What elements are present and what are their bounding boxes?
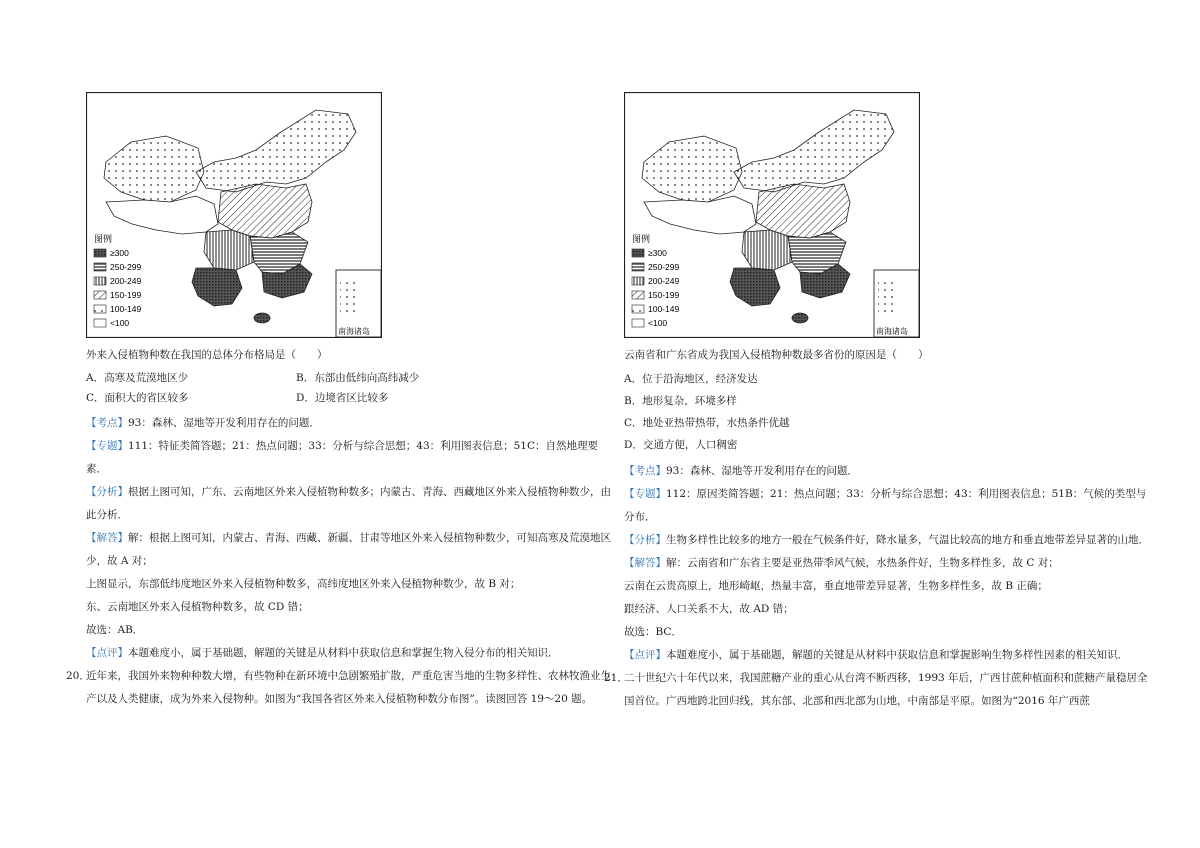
option-b: B．地形复杂，环境多样 bbox=[624, 395, 737, 407]
legend-item: 150-199 bbox=[648, 290, 680, 300]
option-c: C．地处亚热带热带，水热条件优越 bbox=[624, 417, 790, 429]
legend-item: 250-299 bbox=[648, 262, 680, 272]
next-question-text: 二十世纪六十年代以来，我国蔗糖产业的重心从台湾不断西移，1993 年后，广西甘蔗种植面积和蔗糖产量稳居全国首位。广西地跨北回归线，其东部、北部和西北部为山地，中南部是平原。如图为“2016 年广西蔗 bbox=[624, 672, 1148, 707]
inset-label: 南海诸岛 bbox=[876, 327, 908, 336]
answer-line: 故选：BC． bbox=[624, 626, 682, 638]
dianping-text: 本题难度小，属于基础题，解题的关键是从材料中获取信息和掌握生物入侵分布的相关知识． bbox=[128, 647, 559, 659]
zhuanti bbox=[624, 483, 1154, 529]
answer-line: 东、云南地区外来入侵植物种数多，故 CD 错； bbox=[86, 601, 309, 613]
fenxi bbox=[86, 481, 616, 527]
right-column bbox=[604, 92, 1154, 713]
legend-item: 100-149 bbox=[110, 304, 142, 314]
dianping bbox=[624, 644, 1154, 667]
zhuanti-tag: 【专题】 bbox=[624, 488, 666, 500]
option-d: D．边境省区比较多 bbox=[296, 392, 389, 404]
next-question-text: 近年来，我国外来物种种数大增，有些物种在新环境中急剧繁殖扩散，严重危害当地的生物多样性、农林牧渔业生产以及人类健康，成为外来入侵物种。如图为“我国各省区外来入侵植物种数分布图”。读图回答 19～20 题。 bbox=[86, 670, 611, 705]
jieda-tag: 【解答】 bbox=[86, 532, 128, 544]
option-d: D．交通方便，人口稠密 bbox=[624, 439, 738, 451]
question-number: 20． bbox=[66, 670, 90, 682]
zhuanti-text: 112：原因类简答题；21：热点问题；33：分析与综合思想；43：利用图表信息；51B：气候的类型与分布． bbox=[624, 488, 1147, 523]
dianping-tag: 【点评】 bbox=[624, 649, 666, 661]
option-a: A．高寒及荒漠地区少 bbox=[86, 372, 189, 384]
zhuanti-tag: 【专题】 bbox=[86, 440, 128, 452]
legend-title: 图例 bbox=[632, 234, 651, 244]
fenxi bbox=[624, 529, 1154, 552]
answer-line: 跟经济、人口关系不大，故 AD 错； bbox=[624, 603, 794, 615]
options bbox=[86, 368, 616, 408]
legend-item: 100-149 bbox=[648, 304, 680, 314]
options bbox=[624, 368, 1154, 456]
zhuanti-text: 111：特征类简答题；21：热点问题；33：分析与综合思想；43：利用图表信息；51C：自然地理要素． bbox=[86, 440, 599, 475]
fenxi-text: 根据上图可知，广东、云南地区外来入侵植物种数多；内蒙古、青海、西藏地区外来入侵植物种数少，由此分析． bbox=[86, 486, 611, 521]
answer-line: 故选：AB． bbox=[86, 624, 144, 636]
legend-item: <100 bbox=[648, 318, 668, 328]
dianping-tag: 【点评】 bbox=[86, 647, 128, 659]
legend-item: 150-199 bbox=[110, 290, 142, 300]
answer-line: 云南在云贵高原上，地形崎岖，热量丰富，垂直地带差异显著，生物多样性多，故 B 正确； bbox=[624, 580, 1048, 592]
jieda-tag: 【解答】 bbox=[624, 557, 666, 569]
kaodian bbox=[624, 460, 1154, 483]
fenxi-tag: 【分析】 bbox=[624, 534, 666, 546]
legend-item: ≥300 bbox=[648, 248, 667, 258]
kaodian-text: 93：森林、湿地等开发利用存在的问题． bbox=[128, 417, 320, 429]
inset-label: 南海诸岛 bbox=[338, 327, 370, 336]
answer-line: 上图显示，东部低纬度地区外来入侵植物种数多，高纬度地区外来入侵植物种数少，故 B 对； bbox=[86, 578, 521, 590]
china-map-figure bbox=[86, 92, 382, 338]
option-b: B．东部由低纬向高纬减少 bbox=[296, 372, 420, 384]
legend-title: 图例 bbox=[94, 234, 113, 244]
jieda-text: 解：云南省和广东省主要是亚热带季风气候，水热条件好，生物多样性多，故 C 对； bbox=[666, 557, 1059, 569]
fenxi-text: 生物多样性比较多的地方一般在气候条件好，降水量多，气温比较高的地方和垂直地带差异显著的山地． bbox=[666, 534, 1149, 546]
jieda-text: 解：根据上图可知，内蒙古、青海、西藏、新疆、甘肃等地区外来入侵植物种数少，可知高寒及荒漠地区少，故 A 对； bbox=[86, 532, 611, 567]
china-map-figure bbox=[624, 92, 920, 338]
zhuanti bbox=[86, 435, 616, 481]
jieda bbox=[624, 552, 1154, 575]
option-c: C．面积大的省区较多 bbox=[86, 392, 189, 404]
left-column bbox=[66, 92, 616, 711]
legend-item: 250-299 bbox=[110, 262, 142, 272]
next-question bbox=[604, 667, 1154, 713]
kaodian-tag: 【考点】 bbox=[624, 465, 666, 477]
legend-item: ≥300 bbox=[110, 248, 129, 258]
question-text: 云南省和广东省成为我国入侵植物种数最多省份的原因是（ ） bbox=[624, 349, 929, 361]
kaodian-text: 93：森林、湿地等开发利用存在的问题． bbox=[666, 465, 858, 477]
option-a: A．位于沿海地区，经济发达 bbox=[624, 373, 758, 385]
fenxi-tag: 【分析】 bbox=[86, 486, 128, 498]
question-number: 21． bbox=[604, 672, 628, 684]
legend-item: <100 bbox=[110, 318, 130, 328]
dianping-text: 本题难度小，属于基础题，解题的关键是从材料中获取信息和掌握影响生物多样性因素的相关知识． bbox=[666, 649, 1128, 661]
jieda bbox=[86, 527, 616, 573]
kaodian-tag: 【考点】 bbox=[86, 417, 128, 429]
question-text: 外来入侵植物种数在我国的总体分布格局是（ ） bbox=[86, 349, 328, 361]
kaodian bbox=[86, 412, 616, 435]
dianping bbox=[86, 642, 616, 665]
legend-item: 200-249 bbox=[110, 276, 142, 286]
legend-item: 200-249 bbox=[648, 276, 680, 286]
next-question bbox=[66, 665, 616, 711]
